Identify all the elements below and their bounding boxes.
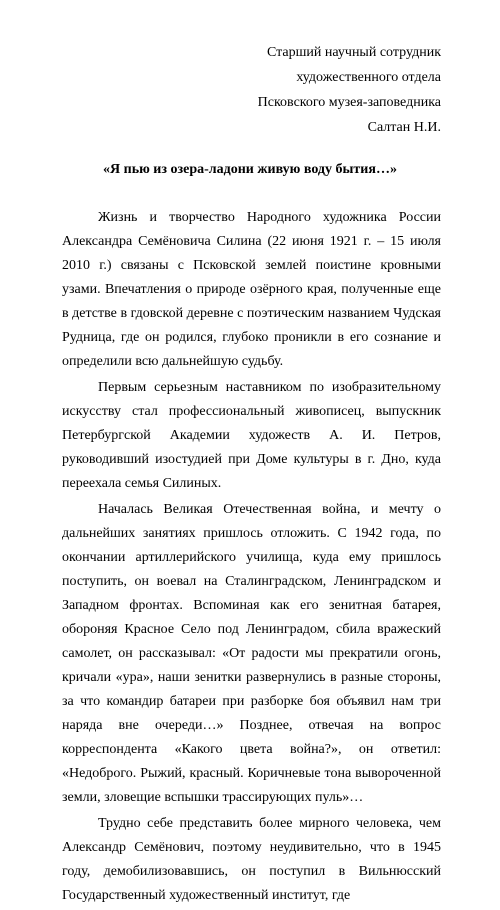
author-department-line: художественного отдела (296, 70, 441, 85)
author-museum-line: Псковского музея-заповедника (257, 95, 441, 110)
paragraph: Началась Великая Отечественная война, и мечту о дальнейших занятиях пришлось отложить. С 1942 года, по окончании артиллерийского училища, куда ему пришлось поступить, он воевал на Сталинградском, Ленинградском и Западном фронтах. Вспоминая как его зенитная батарея, обороняя Красное Село под Ленинградом, сбила вражеский самолет, он рассказывал: «От радости мы прекратили огонь, кричали «ура», наши зенитки развернулись в разные стороны, за что командир батареи при разборке боя объявил нам три наряда вне очереди…» Позднее, отвечая на вопрос корреспондента «Какого цвета война?», он ответил: «Недоброго. Рыжий, красный. Коричневые тона вывороченной земли, зловещие вспышки трассирующих пуль»… (62, 502, 441, 805)
author-name-line: Салтан Н.И. (367, 120, 441, 135)
author-block (258, 40, 441, 140)
paragraph: Первым серьезным наставником по изобразительному искусству стал профессиональный живописец, выпускник Петербургской Академии художеств А. И. Петров, руководивший изостудией при Доме культуры в г. Дно, куда переехала семья Силиных. (62, 380, 441, 491)
paragraph: Жизнь и творчество Народного художника России Александра Семёновича Силина (22 июня 1921 г. – 15 июля 2010 г.) связаны с Псковской землей поистине кровными узами. Впечатления о природе озёрного края, полученные еще в детстве в гдовской деревне с поэтическим названием Чудская Рудница, где он родился, глубоко проникли в его сознание и определили всю дальнейшую судьбу. (62, 210, 441, 369)
paragraph: Трудно себе представить более мирного человека, чем Александр Семёнович, поэтому неудивительно, что в 1945 году, демобилизовавшись, он поступил в Вильнюсский Государственный художественный институт, где (62, 816, 441, 903)
article-title: «Я пью из озера-ладони живую воду бытия…» (103, 162, 397, 177)
article-body (62, 206, 441, 910)
author-position-line: Старший научный сотрудник (266, 45, 441, 60)
